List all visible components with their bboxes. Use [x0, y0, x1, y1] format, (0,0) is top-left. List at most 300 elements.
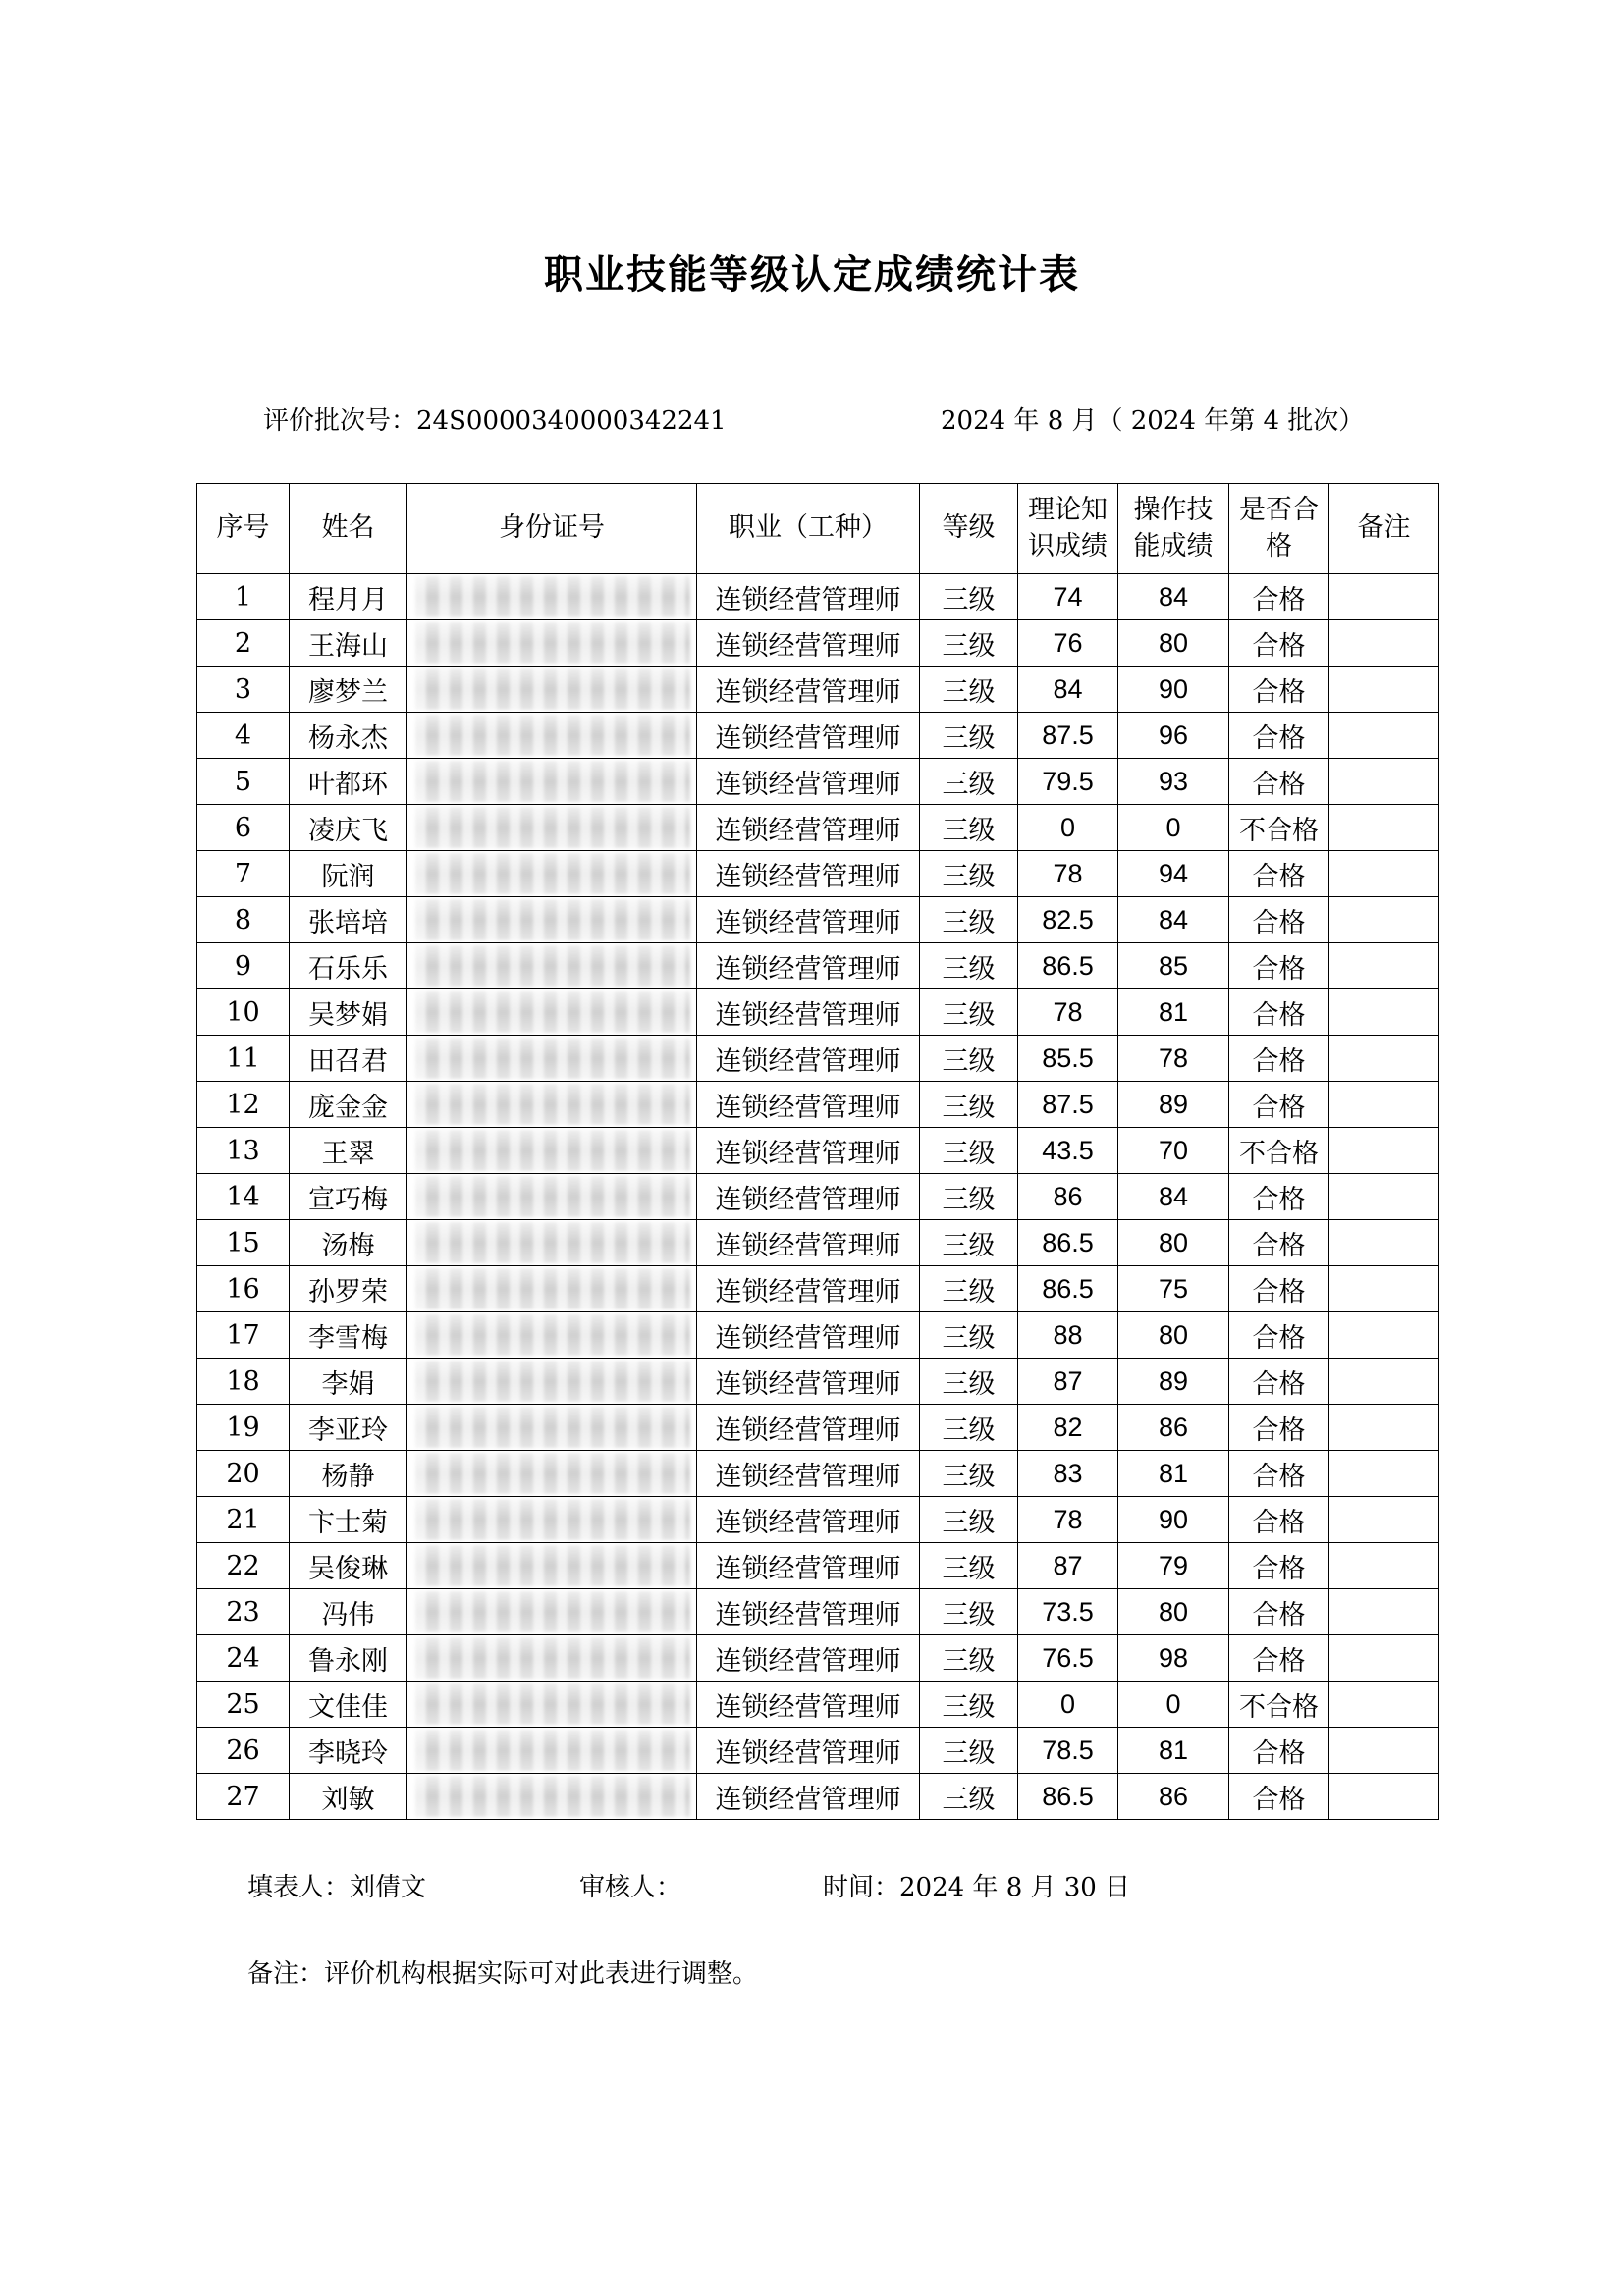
occupation-cell: 连锁经营管理师 — [697, 1497, 920, 1543]
level-cell: 三级 — [920, 1036, 1018, 1082]
occupation-cell: 连锁经营管理师 — [697, 574, 920, 620]
theory-score-cell: 82.5 — [1018, 897, 1118, 943]
redacted-id-mosaic — [415, 945, 690, 987]
remark-cell — [1329, 713, 1439, 759]
remark-cell — [1329, 1082, 1439, 1128]
result-cell: 合格 — [1229, 943, 1329, 989]
name-cell: 吴梦娟 — [290, 989, 407, 1036]
remark-cell — [1329, 1312, 1439, 1359]
name-cell: 卞士菊 — [290, 1497, 407, 1543]
occupation-cell: 连锁经营管理师 — [697, 851, 920, 897]
header-name: 姓名 — [290, 484, 407, 574]
redacted-id-mosaic — [415, 807, 690, 848]
remark-cell — [1329, 897, 1439, 943]
date-label: 时间：2024 年 8 月 30 日 — [823, 1873, 1131, 1902]
seq-cell: 12 — [197, 1082, 290, 1128]
theory-score-cell: 76 — [1018, 620, 1118, 667]
theory-score-cell: 82 — [1018, 1405, 1118, 1451]
theory-score-cell: 78 — [1018, 1497, 1118, 1543]
remark-cell — [1329, 1266, 1439, 1312]
remark-cell — [1329, 989, 1439, 1036]
redacted-id-mosaic — [415, 1176, 690, 1217]
table-row — [197, 759, 1439, 805]
level-cell: 三级 — [920, 851, 1018, 897]
name-cell: 田召君 — [290, 1036, 407, 1082]
redacted-id-mosaic — [415, 991, 690, 1033]
theory-score-cell: 87.5 — [1018, 1082, 1118, 1128]
table-row — [197, 1451, 1439, 1497]
result-cell: 合格 — [1229, 1728, 1329, 1774]
seq-cell: 16 — [197, 1266, 290, 1312]
header-id: 身份证号 — [407, 484, 697, 574]
result-cell: 合格 — [1229, 1497, 1329, 1543]
table-body — [197, 574, 1439, 1820]
result-cell: 合格 — [1229, 1220, 1329, 1266]
level-cell: 三级 — [920, 1635, 1018, 1682]
theory-score-cell: 84 — [1018, 667, 1118, 713]
remark-cell — [1329, 1774, 1439, 1820]
level-cell: 三级 — [920, 989, 1018, 1036]
table-row — [197, 1082, 1439, 1128]
header-pass-line2: 格 — [1266, 530, 1292, 561]
table-row — [197, 1682, 1439, 1728]
seq-cell: 15 — [197, 1220, 290, 1266]
id-cell — [407, 1312, 697, 1359]
seq-cell: 8 — [197, 897, 290, 943]
redacted-id-mosaic — [415, 1545, 690, 1586]
result-cell: 不合格 — [1229, 805, 1329, 851]
id-cell — [407, 1497, 697, 1543]
score-table — [196, 483, 1439, 1820]
level-cell: 三级 — [920, 1266, 1018, 1312]
result-cell: 合格 — [1229, 851, 1329, 897]
redacted-id-mosaic — [415, 576, 690, 617]
result-cell: 合格 — [1229, 1266, 1329, 1312]
name-cell: 程月月 — [290, 574, 407, 620]
occupation-cell: 连锁经营管理师 — [697, 759, 920, 805]
occupation-cell: 连锁经营管理师 — [697, 1312, 920, 1359]
theory-score-cell: 43.5 — [1018, 1128, 1118, 1174]
theory-score-cell: 78 — [1018, 989, 1118, 1036]
name-cell: 冯伟 — [290, 1589, 407, 1635]
result-cell: 合格 — [1229, 1589, 1329, 1635]
id-cell — [407, 574, 697, 620]
level-cell: 三级 — [920, 1543, 1018, 1589]
occupation-cell: 连锁经营管理师 — [697, 1728, 920, 1774]
seq-cell: 27 — [197, 1774, 290, 1820]
seq-cell: 20 — [197, 1451, 290, 1497]
seq-cell: 1 — [197, 574, 290, 620]
skill-score-cell: 81 — [1118, 1728, 1229, 1774]
result-cell: 不合格 — [1229, 1682, 1329, 1728]
table-row — [197, 1266, 1439, 1312]
skill-score-cell: 0 — [1118, 1682, 1229, 1728]
name-cell: 孙罗荣 — [290, 1266, 407, 1312]
occupation-cell: 连锁经营管理师 — [697, 1543, 920, 1589]
redacted-id-mosaic — [415, 1038, 690, 1079]
theory-score-cell: 87 — [1018, 1543, 1118, 1589]
result-cell: 合格 — [1229, 989, 1329, 1036]
remark-cell — [1329, 620, 1439, 667]
result-cell: 合格 — [1229, 1312, 1329, 1359]
result-cell: 不合格 — [1229, 1128, 1329, 1174]
remark-cell — [1329, 1220, 1439, 1266]
redacted-id-mosaic — [415, 1222, 690, 1263]
table-row — [197, 1589, 1439, 1635]
theory-score-cell: 74 — [1018, 574, 1118, 620]
level-cell: 三级 — [920, 1774, 1018, 1820]
occupation-cell: 连锁经营管理师 — [697, 1589, 920, 1635]
result-cell: 合格 — [1229, 667, 1329, 713]
id-cell — [407, 897, 697, 943]
id-cell — [407, 1359, 697, 1405]
redacted-id-mosaic — [415, 1637, 690, 1679]
theory-score-cell: 78.5 — [1018, 1728, 1118, 1774]
table-row — [197, 1543, 1439, 1589]
batch-period: 2024 年 8 月（ 2024 年第 4 批次） — [941, 406, 1365, 436]
occupation-cell: 连锁经营管理师 — [697, 943, 920, 989]
redacted-id-mosaic — [415, 1683, 690, 1725]
redacted-id-mosaic — [415, 761, 690, 802]
skill-score-cell: 90 — [1118, 1497, 1229, 1543]
remark-cell — [1329, 1543, 1439, 1589]
seq-cell: 21 — [197, 1497, 290, 1543]
theory-score-cell: 86.5 — [1018, 943, 1118, 989]
seq-cell: 23 — [197, 1589, 290, 1635]
level-cell: 三级 — [920, 1082, 1018, 1128]
theory-score-cell: 79.5 — [1018, 759, 1118, 805]
seq-cell: 25 — [197, 1682, 290, 1728]
redacted-id-mosaic — [415, 1776, 690, 1817]
occupation-cell: 连锁经营管理师 — [697, 1082, 920, 1128]
occupation-cell: 连锁经营管理师 — [697, 1266, 920, 1312]
redacted-id-mosaic — [415, 715, 690, 756]
occupation-cell: 连锁经营管理师 — [697, 1451, 920, 1497]
table-row — [197, 1774, 1439, 1820]
note-text: 备注：评价机构根据实际可对此表进行调整。 — [247, 1959, 759, 1989]
seq-cell: 5 — [197, 759, 290, 805]
theory-score-cell: 86.5 — [1018, 1774, 1118, 1820]
header-seq: 序号 — [197, 484, 290, 574]
name-cell: 李娟 — [290, 1359, 407, 1405]
result-cell: 合格 — [1229, 1036, 1329, 1082]
id-cell — [407, 1451, 697, 1497]
theory-score-cell: 85.5 — [1018, 1036, 1118, 1082]
name-cell: 文佳佳 — [290, 1682, 407, 1728]
seq-cell: 24 — [197, 1635, 290, 1682]
occupation-cell: 连锁经营管理师 — [697, 1036, 920, 1082]
id-cell — [407, 805, 697, 851]
level-cell: 三级 — [920, 1405, 1018, 1451]
level-cell: 三级 — [920, 943, 1018, 989]
redacted-id-mosaic — [415, 1361, 690, 1402]
result-cell: 合格 — [1229, 1543, 1329, 1589]
table-row — [197, 713, 1439, 759]
redacted-id-mosaic — [415, 853, 690, 894]
skill-score-cell: 80 — [1118, 620, 1229, 667]
redacted-id-mosaic — [415, 1453, 690, 1494]
table-row — [197, 1359, 1439, 1405]
redacted-id-mosaic — [415, 1730, 690, 1771]
id-cell — [407, 759, 697, 805]
remark-cell — [1329, 1359, 1439, 1405]
header-remark: 备注 — [1329, 484, 1439, 574]
remark-cell — [1329, 759, 1439, 805]
table-row — [197, 989, 1439, 1036]
header-skill — [1118, 484, 1229, 574]
id-cell — [407, 667, 697, 713]
id-cell — [407, 1082, 697, 1128]
result-cell: 合格 — [1229, 1635, 1329, 1682]
id-cell — [407, 1728, 697, 1774]
id-cell — [407, 989, 697, 1036]
result-cell: 合格 — [1229, 1359, 1329, 1405]
redacted-id-mosaic — [415, 1268, 690, 1309]
occupation-cell: 连锁经营管理师 — [697, 713, 920, 759]
remark-cell — [1329, 1128, 1439, 1174]
table-row — [197, 1728, 1439, 1774]
skill-score-cell: 84 — [1118, 897, 1229, 943]
name-cell: 李亚玲 — [290, 1405, 407, 1451]
theory-score-cell: 0 — [1018, 805, 1118, 851]
theory-score-cell: 87 — [1018, 1359, 1118, 1405]
table-row — [197, 1174, 1439, 1220]
seq-cell: 26 — [197, 1728, 290, 1774]
table-row — [197, 1497, 1439, 1543]
level-cell: 三级 — [920, 1497, 1018, 1543]
result-cell: 合格 — [1229, 713, 1329, 759]
batch-number: 评价批次号：24S0000340000342241 — [263, 406, 727, 436]
table-row — [197, 1128, 1439, 1174]
id-cell — [407, 1266, 697, 1312]
result-cell: 合格 — [1229, 1405, 1329, 1451]
id-cell — [407, 1036, 697, 1082]
level-cell: 三级 — [920, 713, 1018, 759]
seq-cell: 22 — [197, 1543, 290, 1589]
level-cell: 三级 — [920, 1359, 1018, 1405]
header-theory-line1: 理论知 — [1028, 495, 1108, 526]
occupation-cell: 连锁经营管理师 — [697, 1174, 920, 1220]
theory-score-cell: 86.5 — [1018, 1220, 1118, 1266]
occupation-cell: 连锁经营管理师 — [697, 805, 920, 851]
remark-cell — [1329, 1635, 1439, 1682]
table-row — [197, 805, 1439, 851]
occupation-cell: 连锁经营管理师 — [697, 1682, 920, 1728]
theory-score-cell: 87.5 — [1018, 713, 1118, 759]
skill-score-cell: 86 — [1118, 1405, 1229, 1451]
header-occupation: 职业（工种） — [697, 484, 920, 574]
theory-score-cell: 0 — [1018, 1682, 1118, 1728]
header-pass-line1: 是否合 — [1239, 495, 1319, 526]
skill-score-cell: 70 — [1118, 1128, 1229, 1174]
name-cell: 石乐乐 — [290, 943, 407, 989]
remark-cell — [1329, 805, 1439, 851]
level-cell: 三级 — [920, 1220, 1018, 1266]
seq-cell: 18 — [197, 1359, 290, 1405]
table-row — [197, 943, 1439, 989]
filler-label: 填表人：刘倩文 — [247, 1873, 427, 1902]
remark-cell — [1329, 1174, 1439, 1220]
id-cell — [407, 620, 697, 667]
id-cell — [407, 1589, 697, 1635]
occupation-cell: 连锁经营管理师 — [697, 620, 920, 667]
skill-score-cell: 89 — [1118, 1082, 1229, 1128]
occupation-cell: 连锁经营管理师 — [697, 1128, 920, 1174]
theory-score-cell: 76.5 — [1018, 1635, 1118, 1682]
seq-cell: 6 — [197, 805, 290, 851]
skill-score-cell: 84 — [1118, 1174, 1229, 1220]
result-cell: 合格 — [1229, 1174, 1329, 1220]
remark-cell — [1329, 1451, 1439, 1497]
redacted-id-mosaic — [415, 1591, 690, 1632]
remark-cell — [1329, 1405, 1439, 1451]
redacted-id-mosaic — [415, 1084, 690, 1125]
header-skill-line2: 能成绩 — [1133, 530, 1214, 561]
reviewer-label: 审核人： — [579, 1873, 682, 1902]
remark-cell — [1329, 1036, 1439, 1082]
id-cell — [407, 713, 697, 759]
skill-score-cell: 84 — [1118, 574, 1229, 620]
header-theory — [1018, 484, 1118, 574]
name-cell: 叶都环 — [290, 759, 407, 805]
seq-cell: 9 — [197, 943, 290, 989]
table-row — [197, 1220, 1439, 1266]
table-row — [197, 667, 1439, 713]
skill-score-cell: 81 — [1118, 1451, 1229, 1497]
table-row — [197, 1036, 1439, 1082]
skill-score-cell: 85 — [1118, 943, 1229, 989]
remark-cell — [1329, 1497, 1439, 1543]
redacted-id-mosaic — [415, 1314, 690, 1356]
skill-score-cell: 80 — [1118, 1220, 1229, 1266]
level-cell: 三级 — [920, 667, 1018, 713]
occupation-cell: 连锁经营管理师 — [697, 1359, 920, 1405]
level-cell: 三级 — [920, 805, 1018, 851]
name-cell: 李雪梅 — [290, 1312, 407, 1359]
id-cell — [407, 1220, 697, 1266]
occupation-cell: 连锁经营管理师 — [697, 667, 920, 713]
skill-score-cell: 93 — [1118, 759, 1229, 805]
seq-cell: 4 — [197, 713, 290, 759]
skill-score-cell: 75 — [1118, 1266, 1229, 1312]
level-cell: 三级 — [920, 574, 1018, 620]
result-cell: 合格 — [1229, 897, 1329, 943]
table-row — [197, 574, 1439, 620]
occupation-cell: 连锁经营管理师 — [697, 1405, 920, 1451]
name-cell: 廖梦兰 — [290, 667, 407, 713]
seq-cell: 19 — [197, 1405, 290, 1451]
table-row — [197, 851, 1439, 897]
theory-score-cell: 86 — [1018, 1174, 1118, 1220]
skill-score-cell: 98 — [1118, 1635, 1229, 1682]
id-cell — [407, 1174, 697, 1220]
level-cell: 三级 — [920, 1312, 1018, 1359]
id-cell — [407, 1682, 697, 1728]
table-row — [197, 1405, 1439, 1451]
name-cell: 鲁永刚 — [290, 1635, 407, 1682]
seq-cell: 10 — [197, 989, 290, 1036]
result-cell: 合格 — [1229, 620, 1329, 667]
id-cell — [407, 1405, 697, 1451]
remark-cell — [1329, 1589, 1439, 1635]
level-cell: 三级 — [920, 1728, 1018, 1774]
id-cell — [407, 851, 697, 897]
occupation-cell: 连锁经营管理师 — [697, 1774, 920, 1820]
name-cell: 王翠 — [290, 1128, 407, 1174]
skill-score-cell: 96 — [1118, 713, 1229, 759]
id-cell — [407, 1543, 697, 1589]
header-skill-line1: 操作技 — [1133, 495, 1214, 526]
skill-score-cell: 94 — [1118, 851, 1229, 897]
table-row — [197, 620, 1439, 667]
table-row — [197, 1312, 1439, 1359]
table-row — [197, 1635, 1439, 1682]
name-cell: 刘敏 — [290, 1774, 407, 1820]
redacted-id-mosaic — [415, 899, 690, 940]
seq-cell: 17 — [197, 1312, 290, 1359]
page-title: 职业技能等级认定成绩统计表 — [544, 252, 1080, 297]
theory-score-cell: 88 — [1018, 1312, 1118, 1359]
skill-score-cell: 79 — [1118, 1543, 1229, 1589]
skill-score-cell: 81 — [1118, 989, 1229, 1036]
result-cell: 合格 — [1229, 1451, 1329, 1497]
result-cell: 合格 — [1229, 1774, 1329, 1820]
redacted-id-mosaic — [415, 1407, 690, 1448]
result-cell: 合格 — [1229, 1082, 1329, 1128]
occupation-cell: 连锁经营管理师 — [697, 897, 920, 943]
skill-score-cell: 0 — [1118, 805, 1229, 851]
seq-cell: 7 — [197, 851, 290, 897]
redacted-id-mosaic — [415, 1130, 690, 1171]
name-cell: 凌庆飞 — [290, 805, 407, 851]
name-cell: 吴俊琳 — [290, 1543, 407, 1589]
id-cell — [407, 1774, 697, 1820]
level-cell: 三级 — [920, 1174, 1018, 1220]
name-cell: 李晓玲 — [290, 1728, 407, 1774]
occupation-cell: 连锁经营管理师 — [697, 989, 920, 1036]
remark-cell — [1329, 1682, 1439, 1728]
level-cell: 三级 — [920, 1451, 1018, 1497]
occupation-cell: 连锁经营管理师 — [697, 1220, 920, 1266]
seq-cell: 2 — [197, 620, 290, 667]
name-cell: 王海山 — [290, 620, 407, 667]
skill-score-cell: 86 — [1118, 1774, 1229, 1820]
name-cell: 宣巧梅 — [290, 1174, 407, 1220]
level-cell: 三级 — [920, 1589, 1018, 1635]
theory-score-cell: 86.5 — [1018, 1266, 1118, 1312]
name-cell: 庞金金 — [290, 1082, 407, 1128]
occupation-cell: 连锁经营管理师 — [697, 1635, 920, 1682]
redacted-id-mosaic — [415, 622, 690, 664]
theory-score-cell: 73.5 — [1018, 1589, 1118, 1635]
skill-score-cell: 90 — [1118, 667, 1229, 713]
name-cell: 汤梅 — [290, 1220, 407, 1266]
name-cell: 杨静 — [290, 1451, 407, 1497]
name-cell: 杨永杰 — [290, 713, 407, 759]
seq-cell: 13 — [197, 1128, 290, 1174]
level-cell: 三级 — [920, 620, 1018, 667]
seq-cell: 14 — [197, 1174, 290, 1220]
remark-cell — [1329, 574, 1439, 620]
theory-score-cell: 83 — [1018, 1451, 1118, 1497]
level-cell: 三级 — [920, 897, 1018, 943]
seq-cell: 11 — [197, 1036, 290, 1082]
result-cell: 合格 — [1229, 574, 1329, 620]
seq-cell: 3 — [197, 667, 290, 713]
header-theory-line2: 识成绩 — [1028, 530, 1108, 561]
skill-score-cell: 80 — [1118, 1312, 1229, 1359]
skill-score-cell: 89 — [1118, 1359, 1229, 1405]
